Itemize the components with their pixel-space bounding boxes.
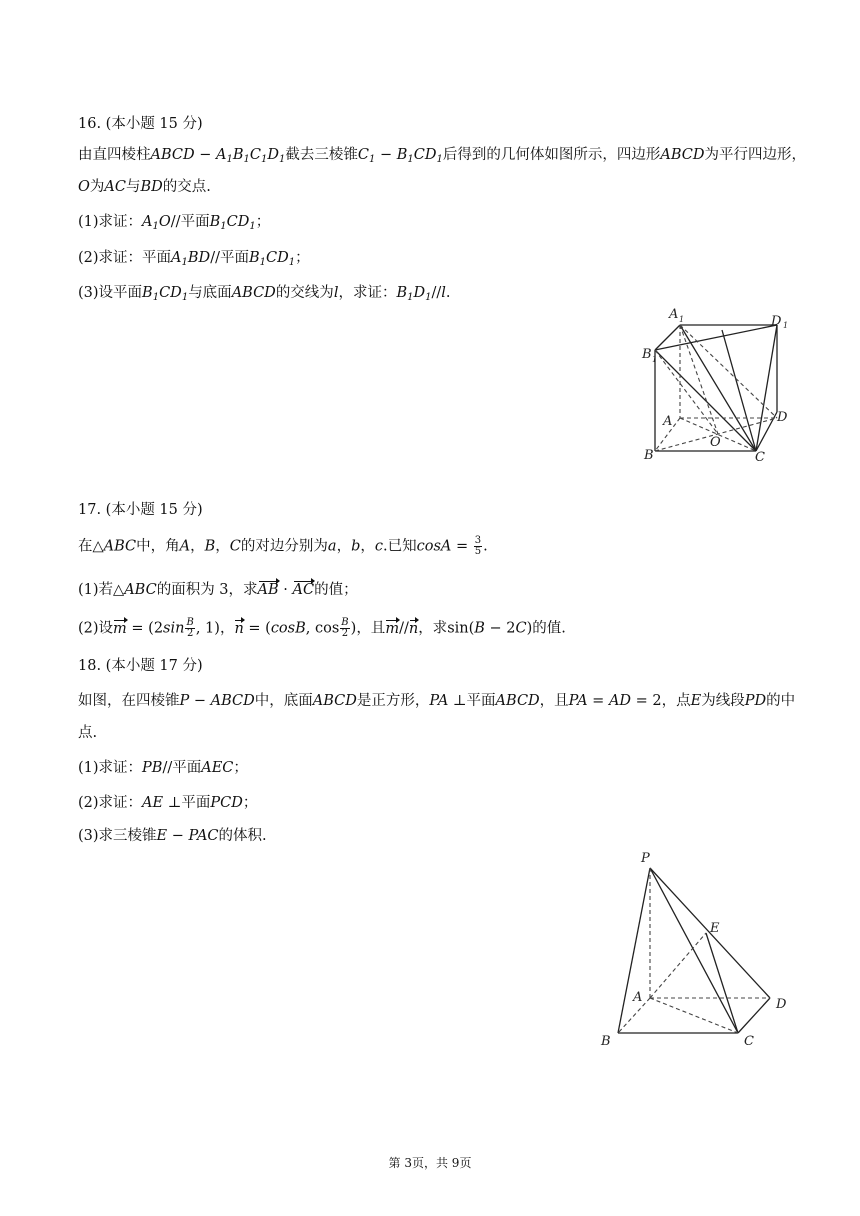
page-footer: 第 3页，共 9页 bbox=[388, 1156, 472, 1170]
q16-statement-line1: 由直四棱柱ABCD − $A_1B_1C_1D_1$截去三棱锥$C_1 - B_1CD_1$后得到的几何体如图所示，四边形ABCD为平行四边形， bbox=[78, 147, 807, 165]
q16-part2: (2)求证：平面$A_1BD//$平面$B_1CD_1$； bbox=[78, 250, 310, 268]
label-C: C bbox=[755, 450, 765, 465]
label-P: P bbox=[641, 851, 650, 866]
q18-header: 18. (本小题 17 分) bbox=[78, 658, 203, 674]
label-A1: A bbox=[669, 307, 679, 322]
q16-part3: (3)设平面$B_1CD_1$与底面ABCD的交线为l，求证：$B_1D_1//l$. bbox=[78, 285, 451, 303]
label-B: B bbox=[644, 448, 654, 463]
q16-part1: (1)求证：$A_1O//$平面$B_1CD_1$； bbox=[78, 214, 271, 232]
q18-statement-line1: 如图，在四棱锥P − ABCD中，底面ABCD是正方形，PA ⊥平面ABCD，且PA = AD = 2，点E为线段PD的中 bbox=[78, 693, 796, 709]
fraction-3-5: $\frac{3}{5}$ bbox=[474, 535, 482, 557]
label-D1: D bbox=[771, 314, 782, 329]
label-E: E bbox=[710, 921, 720, 936]
q18-part2: (2)求证：AE ⊥平面PCD； bbox=[78, 795, 258, 811]
label-A1-sub: 1 bbox=[679, 315, 685, 324]
label-C: C bbox=[744, 1034, 754, 1049]
q18-part1: (1)求证：PB//平面AEC； bbox=[78, 760, 248, 776]
label-A: A bbox=[663, 414, 673, 429]
q17-header: 17. (本小题 15 分) bbox=[78, 502, 203, 518]
q16-header: 16. (本小题 15 分) bbox=[78, 116, 203, 132]
q18-statement-line2: 点. bbox=[78, 725, 98, 741]
label-D: D bbox=[776, 997, 787, 1012]
label-A: A bbox=[633, 990, 643, 1005]
label-D: D bbox=[777, 410, 788, 425]
label-B1: B bbox=[642, 347, 652, 362]
q16-statement-line2: O为AC与BD的交点. bbox=[78, 179, 211, 195]
label-B: B bbox=[601, 1034, 611, 1049]
q17-part1: (1)若△ABC的面积为 3，求AB · AC的值； bbox=[78, 582, 358, 598]
label-D1-sub: 1 bbox=[783, 321, 789, 330]
q17-statement: 在△ABC中，角A，B，C的对边分别为a，b，c.已知cosA = $\frac{3}{5}$ . bbox=[78, 535, 488, 557]
q18-part3: (3)求三棱锥E − PAC的体积. bbox=[78, 828, 267, 844]
label-O: O bbox=[710, 435, 721, 450]
label-B1-sub: 1 bbox=[652, 355, 658, 364]
q17-part2: (2)设m = (2sin $\frac{B}{2}$ , 1)，n = (cosB, cos $\frac{B}{2}$ )，且m//n，求sin(B − 2C)的值. bbox=[78, 617, 566, 639]
